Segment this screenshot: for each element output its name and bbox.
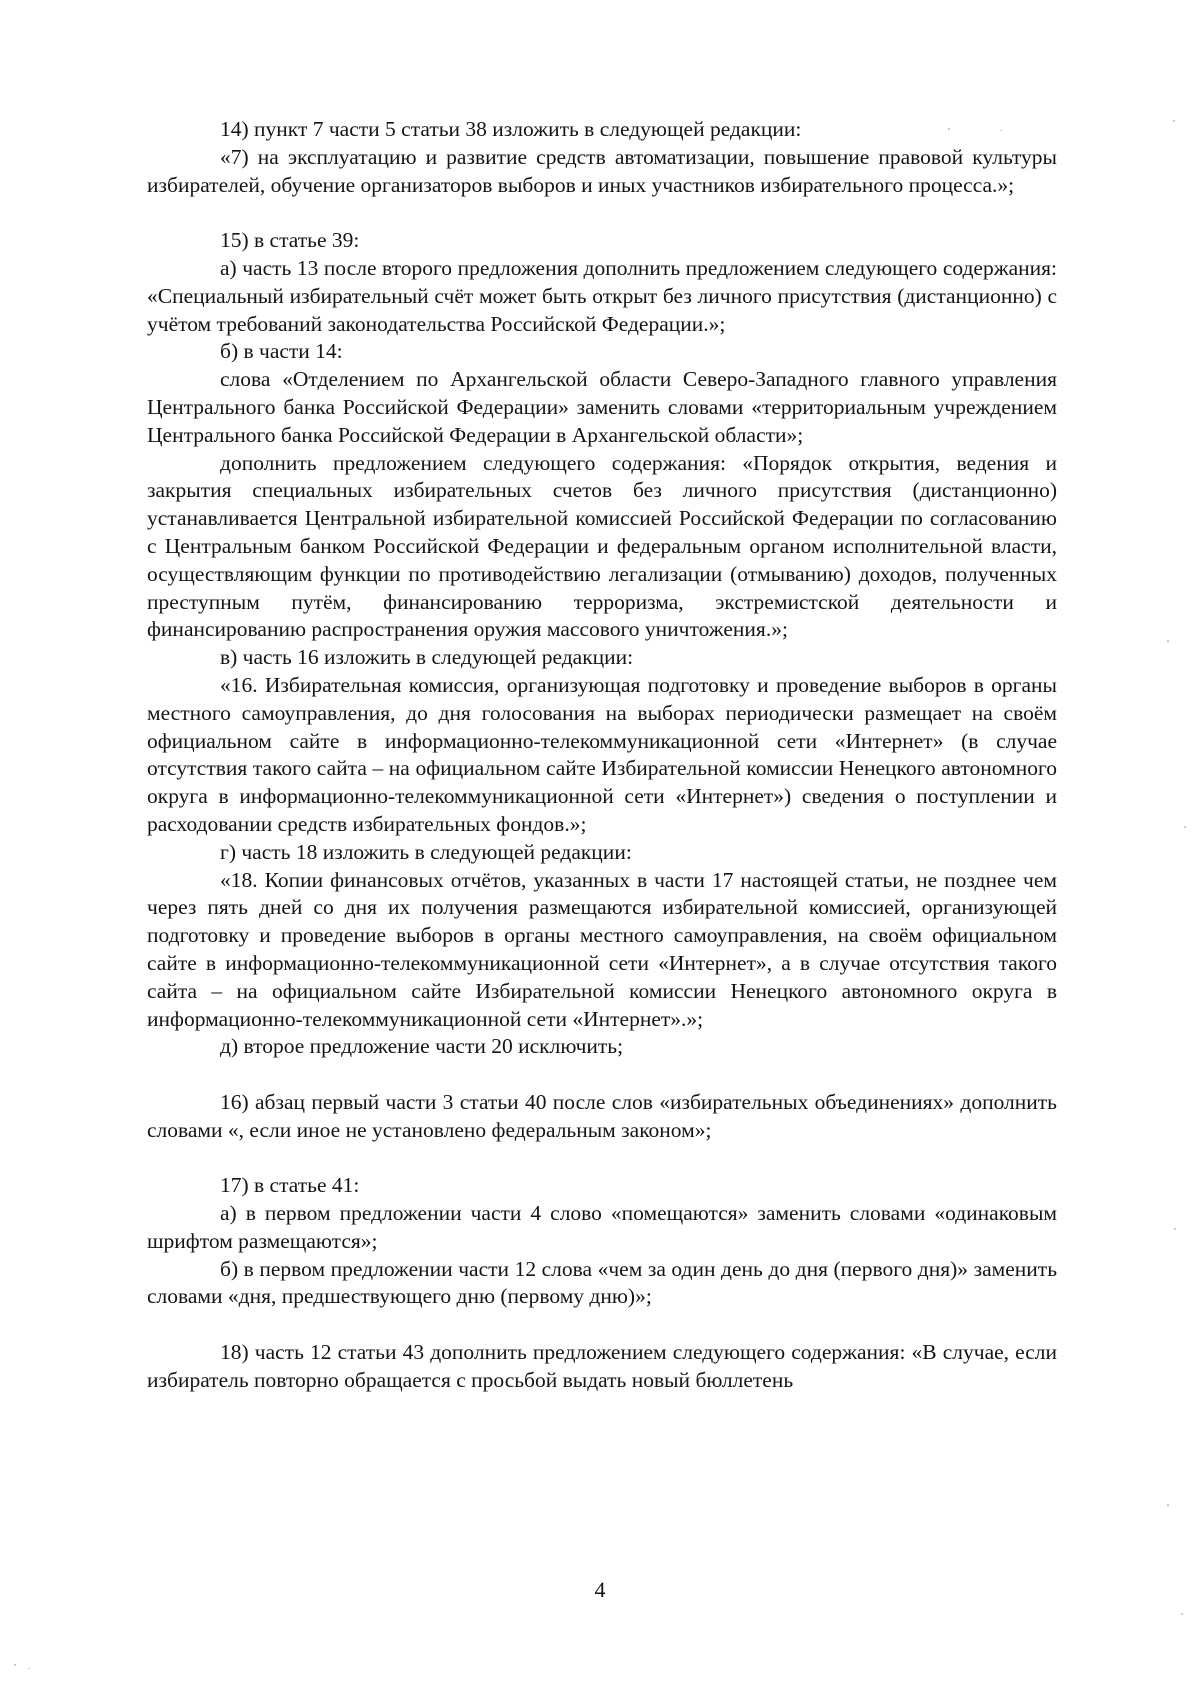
paragraph-item-15: 15) в статье 39: <box>220 228 360 253</box>
paragraph-gap <box>147 199 1057 227</box>
paragraph-item-15-b-words: слова «Отделением по Архангельской области Северо-Западного главного управления Центрального банка Российской Федерации» заменить словами «территориальным учреждением Центрального банка Российской Федерации в Архангельской области»; <box>147 367 1057 447</box>
paragraph-item-15-b: б) в части 14: <box>220 339 343 364</box>
scan-speck <box>1000 130 1002 131</box>
scan-speck <box>28 1668 30 1669</box>
paragraph-item-15-v: в) часть 16 изложить в следующей редакции: <box>220 645 634 670</box>
paragraph-gap <box>147 1061 1057 1089</box>
paragraph-item-15-a: а) часть 13 после второго предложения дополнить предложением следующего содержания: «Специальный избирательный счёт может быть открыт без личного присутствия (дистанционно) с учётом требований законодательства Российской Федерации.»; <box>147 255 1057 336</box>
paragraph-item-15-d: д) второе предложение части 20 исключить; <box>220 1034 624 1059</box>
paragraph-item-14-text: «7) на эксплуатацию и развитие средств автоматизации, повышение правовой культуры избирателей, обучение организаторов выборов и иных участников избирательного процесса.»; <box>147 144 1057 197</box>
document-body <box>147 116 1057 1395</box>
scan-speck <box>1167 1504 1169 1506</box>
scan-speck <box>14 1664 16 1666</box>
paragraph-item-15-g: г) часть 18 изложить в следующей редакции: <box>220 839 632 864</box>
scan-speck <box>1167 640 1169 642</box>
scan-speck <box>1184 826 1186 828</box>
paragraph-item-17: 17) в статье 41: <box>220 1173 360 1198</box>
paragraph-gap <box>147 1311 1057 1339</box>
scan-speck <box>1181 1613 1183 1615</box>
paragraph-item-15-v-text: «16. Избирательная комиссия, организующая подготовку и проведение выборов в органы местного самоуправления, до дня голосования на выборах периодически размещает на своём официальном сайте в информационно-телекоммуникационной сети «Интернет» (в случае отсутствия такого сайта – на официальном сайте Избирательной комиссии Ненецкого автономного округа в информационно-телекоммуникационной сети «Интернет») сведения о поступлении и расходовании средств избирательных фондов.»; <box>147 672 1057 836</box>
page-number: 4 <box>594 1577 606 1602</box>
paragraph-item-17-a: а) в первом предложении части 4 слово «помещаются» заменить словами «одинаковым шрифтом размещаются»; <box>147 1201 1057 1253</box>
paragraph-item-16: 16) абзац первый части 3 статьи 40 после слов «избирательных объединениях» дополнить словами «, если иное не установлено федеральным законом»; <box>147 1089 1057 1142</box>
paragraph-item-17-b: б) в первом предложении части 12 слова «чем за один день до дня (первого дня)» заменить словами «дня, предшествующего дню (первому дню)»; <box>147 1256 1057 1309</box>
paragraph-item-18: 18) часть 12 статьи 43 дополнить предложением следующего содержания: «В случае, если избиратель повторно обращается с просьбой выдать новый бюллетень <box>147 1340 1057 1392</box>
paragraph-item-15-g-text: «18. Копии финансовых отчётов, указанных в части 17 настоящей статьи, не позднее чем через пять дней со дня их получения размещаются избирательной комиссией, организующей подготовку и проведение выборов в органы местного самоуправления, на своём официальном сайте в информационно-телекоммуникационной сети «Интернет», а в случае отсутствия такого сайта – на официальном сайте Избирательной комиссии Ненецкого автономного округа в информационно-телекоммуникационной сети «Интернет».»; <box>147 867 1057 1031</box>
paragraph-item-15-b-addition: дополнить предложением следующего содержания: «Порядок открытия, ведения и закрытия специальных избирательных счетов без личного присутствия (дистанционно) устанавливается Центральной избирательной комиссией Российской Федерации по согласованию с Центральным банком Российской Федерации и федеральным органом исполнительной власти, осуществляющим функции по противодействию легализации (отмыванию) доходов, полученных преступным путём, финансированию терроризма, экстремистской деятельности и финансированию распространения оружия массового уничтожения.»; <box>147 450 1057 642</box>
scan-speck <box>1173 120 1175 122</box>
paragraph-item-14: 14) пункт 7 части 5 статьи 38 изложить в следующей редакции: <box>220 117 802 141</box>
scan-speck <box>948 128 950 130</box>
paragraph-gap <box>147 1144 1057 1172</box>
scan-speck <box>1174 1228 1176 1230</box>
